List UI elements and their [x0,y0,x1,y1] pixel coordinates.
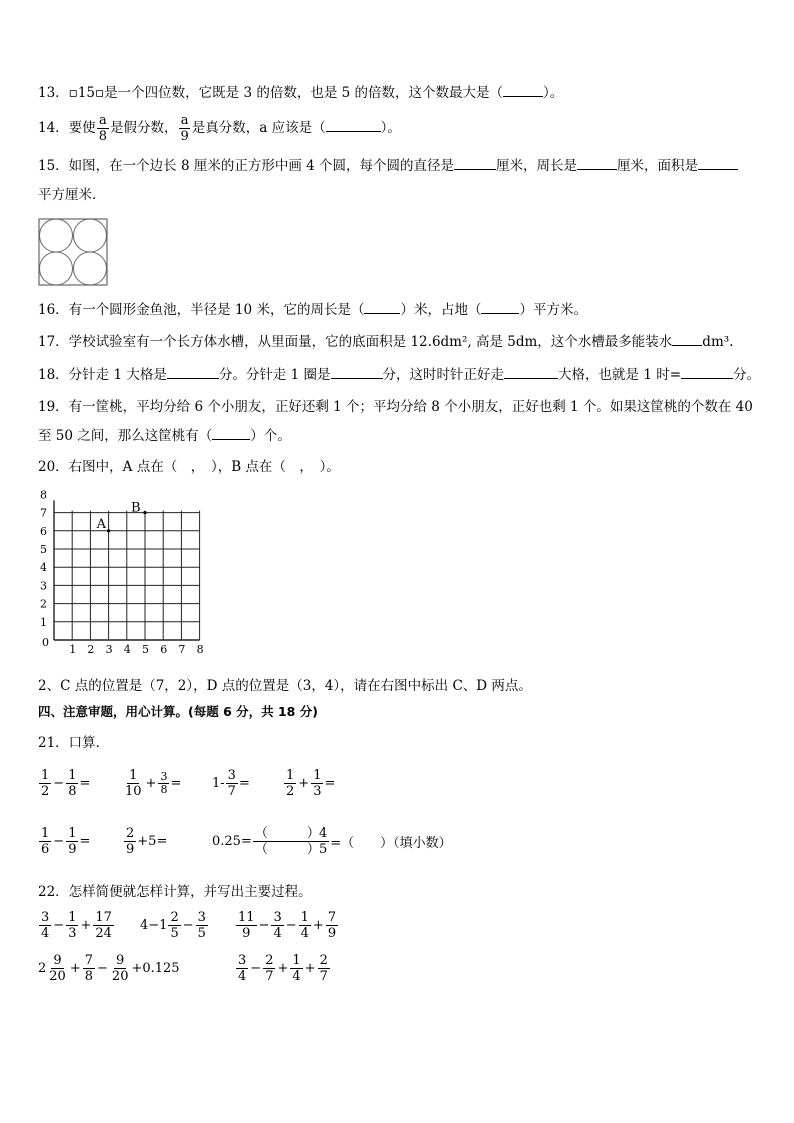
expr-21-3: 1- $\frac{3}{7}$ = [212,768,250,799]
x-tick-label: 0 [42,636,49,649]
fraction-a-over-9: $\frac{a}{9}$ [180,113,189,144]
answer-blank[interactable] [326,131,381,132]
answer-blank-denominator[interactable]: （ ） [254,842,320,857]
answer-blank[interactable] [672,345,702,346]
expr-21-5: $\frac{1}{6}$ − $\frac{1}{9}$ = [41,826,91,857]
x-tick-label: 7 [178,643,186,656]
y-tick-label: 4 [40,561,47,575]
x-tick-label: 1 [69,643,77,656]
question-17: 17．学校试验室有一个长方体水槽，从里面量，它的底面积是 12.6dm², 高是 5dm，这个水槽最多能装水 dm³. [38,334,734,350]
point-b-marker [143,511,146,514]
circle [74,252,107,285]
expr-21-4: $\frac{1}{2}$ + $\frac{1}{3}$ = [286,768,336,799]
circle [40,252,73,285]
question-21-title: 21．口算． [38,735,110,751]
expr-22-2: 4−1 $\frac{2}{5}$ − $\frac{3}{5}$ [140,910,206,941]
expr-21-6: $\frac{2}{9}$ +5= [126,826,168,857]
question-19: 19．有一筐桃，平均分给 6 个小朋友，正好还剩 1 个；平均分给 8 个小朋友，正好也剩 1 个。如果这筐桃的个数在 40 [38,399,753,415]
x-tick-label: 2 [87,643,95,656]
question-20: 20．右图中，A 点在（ ， ），B 点在（ ， ）。 [38,459,340,475]
square-four-circles-figure [38,218,110,286]
question-18: 18．分针走 1 大格是 分。分针走 1 圈是 分，这时时针正好走 大格，也就是 1 时= 分。 [38,367,761,383]
circle [40,219,73,252]
section-4-heading: 四、注意审题，用心计算。(每题 6 分，共 18 分) [38,704,318,719]
answer-blank[interactable] [681,378,733,379]
question-13: 13．▫15▫是一个四位数，它既是 3 的倍数，也是 5 的倍数，这个数最大是（ ）。 [38,85,564,101]
answer-blank[interactable] [167,378,219,379]
expr-21-2: $\frac{1}{10}$ + $\frac{3}{8}$ = [125,768,182,799]
answer-blank[interactable] [698,169,738,170]
y-tick-label: 3 [40,579,47,593]
question-15-line2: 平方厘米． [38,187,106,203]
y-tick-label: 7 [40,506,47,520]
x-tick-label: 4 [123,643,131,656]
y-tick-label: 2 [40,597,47,611]
answer-blank[interactable] [577,169,617,170]
question-15: 15．如图，在一个边长 8 厘米的正方形中画 4 个圆，每个圆的直径是 厘米，周长是 厘米，面积是 [38,157,738,175]
x-tick-label: 6 [160,643,168,656]
circle [74,219,107,252]
outer-square [39,219,107,285]
expr-22-5: $\frac{3}{4}$ − $\frac{2}{7}$ + $\frac{1}{4}$ + $\frac{2}{7}$ [238,953,328,984]
answer-blank[interactable] [454,169,496,170]
y-tick-label: 8 [40,488,47,502]
y-tick-label: 1 [40,615,47,629]
question-20-part2: 2、C 点的位置是（7，2），D 点的位置是（3，4），请在右图中标出 C、D 两点。 [38,678,532,694]
answer-blank[interactable] [364,313,400,314]
y-tick-label: 5 [40,543,47,556]
x-tick-label: 5 [142,643,149,656]
question-19-line2: 至 50 之间，那么这筐桃有（ ）个。 [38,428,291,444]
point-b-label: B [131,500,141,516]
point-a-marker [107,529,110,532]
question-14: 14．要使 $\frac{a}{8}$ 是假分数， $\frac{a}{9}$ 是真分数，a 应该是（ ）。 [38,113,401,144]
expr-22-1: $\frac{3}{4}$ − $\frac{1}{3}$ + $\frac{17}{24}$ [41,910,112,941]
fraction-a-over-8: $\frac{a}{8}$ [98,113,107,144]
expr-21-8: $\frac{4}{5}$ =（ ）（填小数） [319,826,452,857]
answer-blank[interactable] [481,313,519,314]
y-tick-label: 6 [40,524,47,538]
point-a-label: A [96,516,106,532]
expr-22-4: 2 $\frac{9}{20}$ + $\frac{7}{8}$ − $\frac{9}{20}$ +0.125 [38,953,180,984]
x-tick-label: 3 [105,643,113,656]
coordinate-grid [36,488,208,662]
question-16: 16．有一个圆形金鱼池，半径是 10 米，它的周长是（ ）米，占地（ ）平方米。 [38,302,587,318]
x-tick-label: 8 [196,643,204,656]
answer-blank[interactable] [212,439,250,440]
answer-blank-numerator[interactable]: （ ） [254,826,320,841]
answer-blank[interactable] [503,96,543,97]
answer-blank[interactable] [504,378,558,379]
expr-21-7: 0.25= $\frac{( )}{( )}$ [212,826,320,857]
answer-blank[interactable] [331,378,383,379]
question-22-title: 22．怎样简便就怎样计算，并写出主要过程。 [38,884,312,900]
expr-22-3: $\frac{11}{9}$ − $\frac{3}{4}$ − $\frac{1}{4}$ + $\frac{7}{9}$ [238,910,337,941]
expr-21-1: $\frac{1}{2}$ − $\frac{1}{8}$ = [41,768,91,799]
